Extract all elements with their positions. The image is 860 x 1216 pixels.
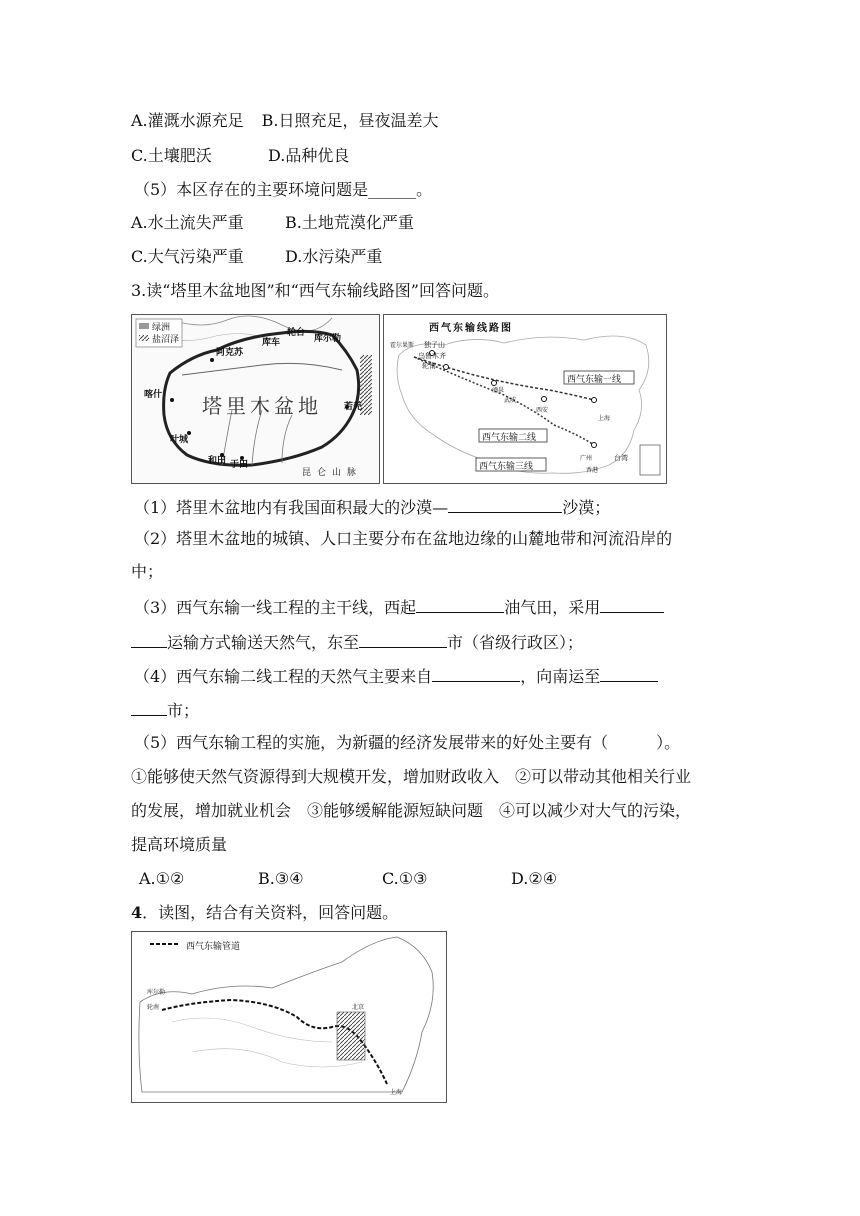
q4-map-place-beijing: 北京	[352, 1004, 365, 1011]
map1-place-korla: 库尔勒	[314, 334, 342, 344]
q4-pipeline-map	[131, 931, 447, 1103]
q2-options-row1	[131, 111, 439, 131]
q3-sub3-text-d: 市（省级行政区）；	[447, 633, 584, 652]
q3-option-b: B.③④	[258, 869, 304, 888]
q2-option-c2: C.大气污染严重	[131, 247, 244, 266]
q2-option-d: D.品种优良	[268, 146, 350, 165]
q2-options-row3	[131, 213, 414, 233]
q3-sub4-line1	[134, 665, 658, 687]
q3-sub5-statements-1: ①能够使天然气资源得到大规模开发，增加财政收入 ②可以带动其他相关行业	[131, 767, 692, 786]
q3-sub3-line2	[131, 631, 583, 653]
q2-options-row2	[131, 146, 349, 166]
map2-place-shanghai: 上海	[598, 415, 611, 422]
q3-sub2-line1: （2）塔里木盆地的城镇、人口主要分布在盆地边缘的山麓地带和河流沿岸的	[134, 529, 673, 548]
q3-sub5-statements-2: 的发展，增加就业机会 ③能够缓解能源短缺问题 ④可以减少对大气的污染，	[131, 801, 692, 820]
q4-map-drawing	[132, 932, 446, 1102]
map2-place-guangzhou: 广州	[580, 455, 593, 462]
q3-sub1-blank[interactable]	[448, 496, 562, 513]
q3-sub4-text-a: （4）西气东输二线工程的天然气主要来自	[134, 667, 433, 686]
q3-sub5-options	[139, 869, 557, 889]
map1-legend-oasis: 绿洲	[152, 323, 171, 333]
map1-place-kunlun: 昆仑山脉	[302, 468, 363, 478]
map1-place-yecheng: 叶城	[170, 435, 189, 445]
q3-sub3-text-b: 油气田，采用	[504, 598, 601, 617]
q2-option-c: C.土壤肥沃	[131, 146, 212, 165]
map1-place-aksu: 阿克苏	[216, 348, 244, 358]
map2-place-xian: 西安	[536, 407, 549, 414]
map1-place-ruoqiang: 若羌	[344, 402, 363, 412]
q3-sub2-line2: 中；	[131, 562, 164, 581]
q3-sub3-line1	[134, 596, 664, 618]
map1-legend-salt-marsh: 盐沼泽	[152, 335, 180, 345]
q2-option-b2: B.土地荒漠化严重	[285, 213, 414, 232]
q3-option-c: C.①③	[382, 869, 428, 888]
q2-option-b: B.日照充足，昼夜温差大	[261, 111, 439, 130]
map2-title: 西气东输线路图	[429, 323, 513, 334]
q3-sub4-blank-source[interactable]	[432, 665, 520, 682]
q3-sub1-post: 沙漠；	[562, 498, 611, 517]
q3-option-a: A.①②	[139, 869, 185, 888]
q3-sub4-text-c: 市；	[167, 701, 200, 720]
q4-map-place-lunnan: 轮南	[147, 1004, 160, 1011]
q2-sub5: （5）本区存在的主要环境问题是______。	[134, 180, 433, 199]
q2-options-row4	[131, 247, 382, 267]
map1-place-yutian: 于田	[230, 460, 249, 470]
map2-place-khorgos: 霍尔果斯	[390, 342, 415, 349]
map1-basin-name: 塔里木盆地	[202, 394, 322, 418]
q3-option-d: D.②④	[511, 869, 558, 888]
q3-sub4-line2	[131, 699, 199, 721]
q3-sub5: （5）西气东输工程的实施，为新疆的经济发展带来的好处主要有（ ）。	[134, 733, 681, 752]
q3-sub1	[134, 496, 610, 518]
gas-pipeline-route-map	[383, 314, 667, 484]
q3-title: 3.读“塔里木盆地图”和“西气东输线路图”回答问题。	[131, 281, 499, 300]
q3-sub3-blank-transport[interactable]	[600, 596, 664, 613]
q4-number: 4	[131, 903, 143, 922]
q2-option-d2: D.水污染严重	[285, 247, 383, 266]
map1-place-kuqa: 库车	[262, 338, 281, 348]
map1-place-luntai: 轮台	[287, 328, 306, 338]
q4-map-place-korla: 库尔勒	[147, 989, 166, 996]
map1-place-hotan: 和田	[208, 456, 227, 466]
q3-sub5-statements-3: 提高环境质量	[131, 835, 228, 854]
q2-option-a2: A.水土流失严重	[131, 213, 244, 232]
map2-place-wuwei: 武威	[504, 397, 517, 404]
q2-option-a: A.灌溉水源充足	[131, 111, 244, 130]
map2-line2-label: 西气东输二线	[482, 433, 537, 443]
map1-place-kashgar: 喀什	[144, 390, 163, 400]
q4-map-legend: 西气东输管道	[186, 942, 241, 952]
map2-place-hongkong: 香港	[586, 467, 599, 474]
tarim-basin-map	[131, 314, 380, 484]
q4-map-place-shanghai: 上海	[390, 1089, 403, 1096]
q3-sub3-text-c: 运输方式输送天然气，东至	[167, 633, 360, 652]
map2-line1-label: 西气东输一线	[567, 375, 622, 385]
map2-place-urumqi: 乌鲁木齐	[418, 352, 446, 360]
q3-sub3-blank-oilfield[interactable]	[416, 596, 504, 613]
map2-place-dushanzi: 独子山	[424, 341, 445, 349]
q3-sub4-blank-dest[interactable]	[600, 665, 658, 682]
q4-title-text: ．读图，结合有关资料，回答问题。	[142, 903, 399, 922]
map2-line3-label: 西气东输三线	[479, 462, 534, 472]
q3-sub3-blank-city[interactable]	[359, 631, 447, 648]
q3-sub1-pre: （1）塔里木盆地内有我国面积最大的沙漠—	[134, 498, 449, 517]
map2-place-taiwan: 台湾	[614, 454, 628, 462]
q3-sub3-text-a: （3）西气东输一线工程的主干线，西起	[134, 598, 417, 617]
q3-sub4-blank-dest-cont[interactable]	[131, 699, 167, 716]
q3-sub4-text-b: ，向南运至	[520, 667, 601, 686]
q4-title	[131, 903, 398, 923]
map2-place-lunnan: 轮南	[422, 362, 436, 370]
q3-sub3-blank-transport-cont[interactable]	[131, 631, 167, 648]
map2-place-jiuquan: 酒泉	[492, 387, 505, 394]
